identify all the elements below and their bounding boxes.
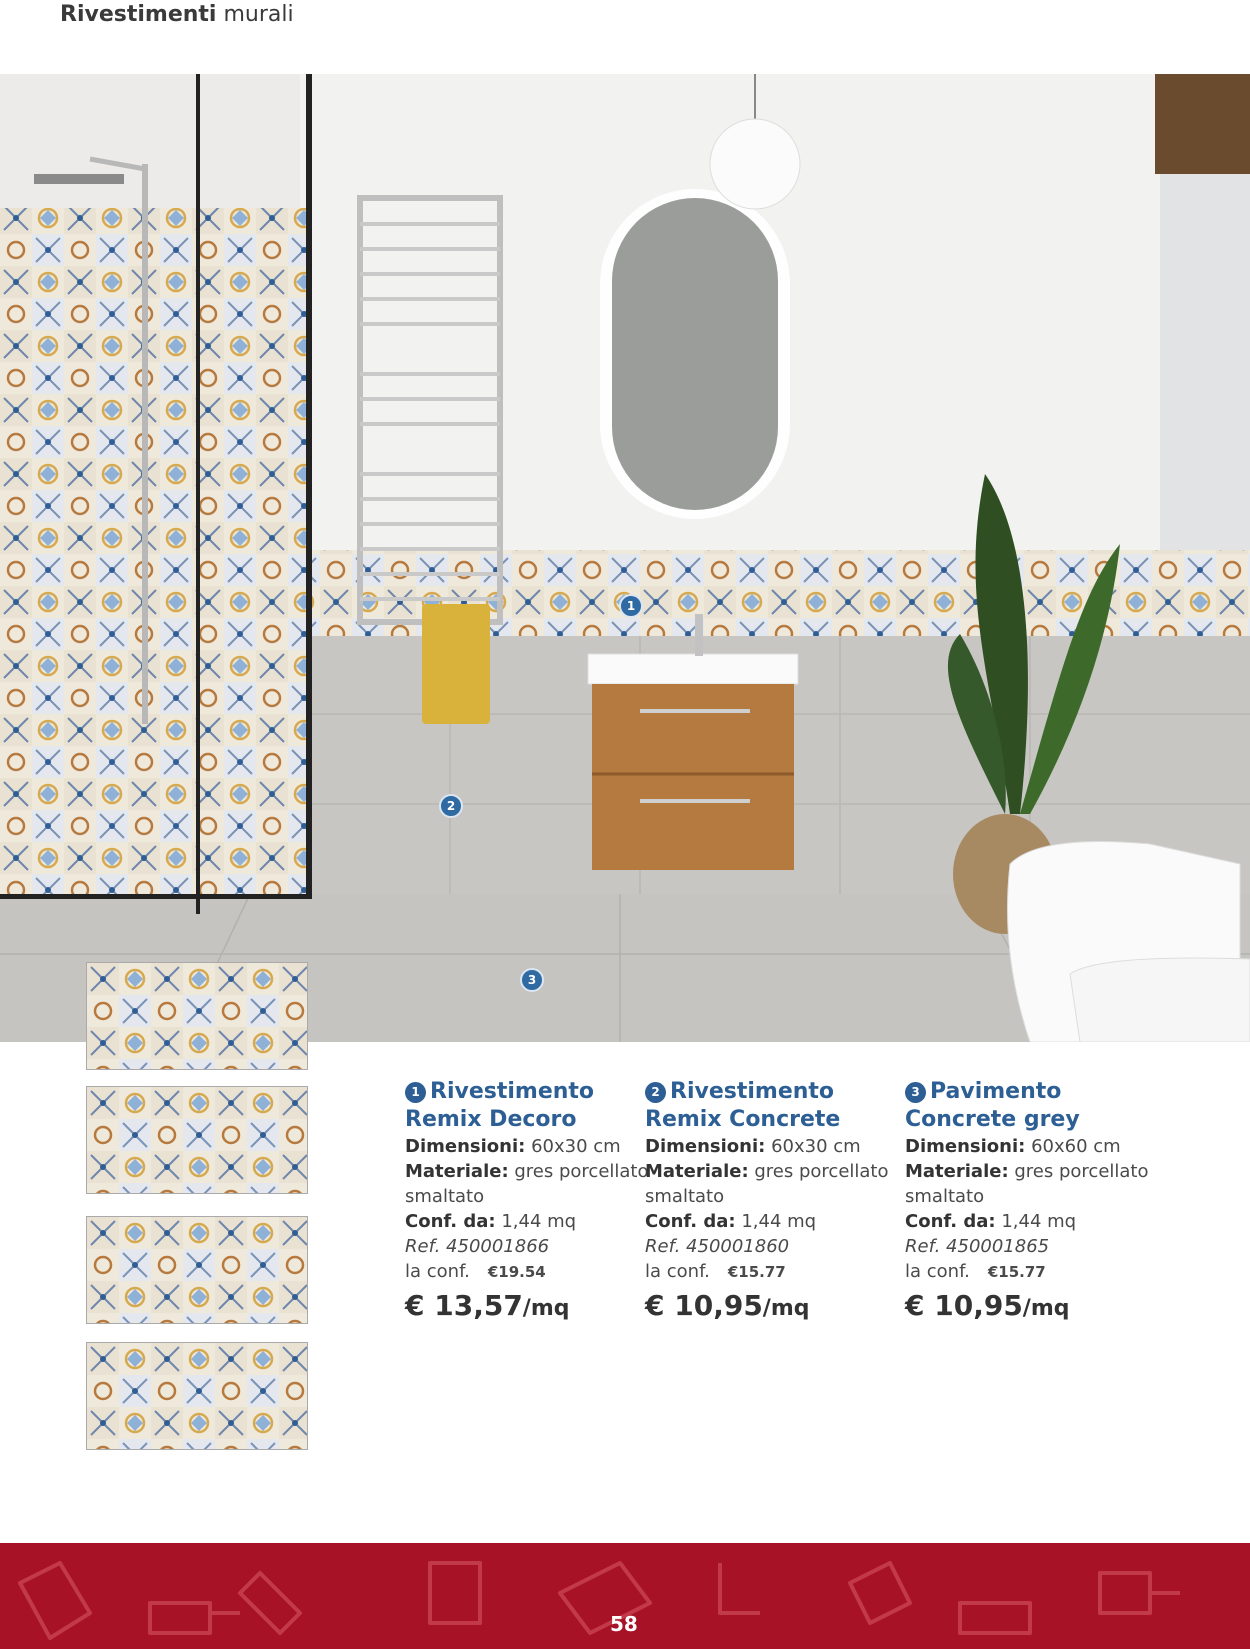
- product-material: Materiale: gres porcellato smaltato: [645, 1161, 889, 1207]
- product-marker-2: 2: [439, 794, 463, 818]
- product-material: Materiale: gres porcellato smaltato: [405, 1161, 649, 1207]
- product-ref: Ref. 450001860: [645, 1236, 790, 1257]
- tile-swatch-2: [86, 1086, 308, 1194]
- header-subsection: murali: [223, 2, 294, 27]
- product-pack-size: Conf. da: 1,44 mq: [405, 1211, 577, 1232]
- product-number-badge: 2: [645, 1082, 666, 1103]
- tile-swatch-3: [86, 1216, 308, 1324]
- tile-swatch-1: [86, 962, 308, 1070]
- product-pack-price: la conf. €19.54: [405, 1261, 546, 1282]
- product-price: € 10,95/mq: [905, 1289, 1070, 1322]
- product-pack-price: la conf. €15.77: [905, 1261, 1046, 1282]
- product-ref: Ref. 450001865: [905, 1236, 1050, 1257]
- brush-icon: [960, 1603, 1030, 1633]
- product-dimensions: Dimensioni: 60x30 cm: [645, 1136, 861, 1157]
- product-pack-size: Conf. da: 1,44 mq: [905, 1211, 1077, 1232]
- page-number: 58: [610, 1612, 638, 1636]
- product-title: 1 Rivestimento Remix Decoro: [405, 1079, 595, 1132]
- product-price: € 13,57/mq: [405, 1289, 570, 1322]
- product-card-2: [645, 1078, 895, 1321]
- product-material: Materiale: gres porcellato smaltato: [905, 1161, 1149, 1207]
- paint-can-icon: [430, 1563, 480, 1623]
- product-card-1: [405, 1078, 655, 1321]
- product-marker-1: 1: [619, 594, 643, 618]
- product-number-badge: 3: [905, 1082, 926, 1103]
- header-section: Rivestimenti: [60, 2, 217, 27]
- brush-icon: [20, 1563, 90, 1638]
- product-pack-price: la conf. €15.77: [645, 1261, 786, 1282]
- product-marker-3: 3: [520, 968, 544, 992]
- product-dimensions: Dimensioni: 60x60 cm: [905, 1136, 1121, 1157]
- product-title: 2 Rivestimento Remix Concrete: [645, 1079, 841, 1132]
- roller-icon: [240, 1573, 300, 1633]
- product-ref: Ref. 450001866: [405, 1236, 550, 1257]
- page-header: [60, 2, 294, 27]
- faucet-icon: [150, 1603, 240, 1633]
- product-pack-size: Conf. da: 1,44 mq: [645, 1211, 817, 1232]
- product-price: € 10,95/mq: [645, 1289, 810, 1322]
- wrench-icon: [720, 1563, 760, 1613]
- product-card-3: [905, 1078, 1155, 1321]
- product-dimensions: Dimensioni: 60x30 cm: [405, 1136, 621, 1157]
- bathroom-photo: [0, 74, 1250, 1042]
- faucet-icon: [1100, 1573, 1180, 1613]
- tile-swatch-4: [86, 1342, 308, 1450]
- paint-can-icon: [850, 1563, 910, 1623]
- product-title: 3 Pavimento Concrete grey: [905, 1079, 1080, 1132]
- product-number-badge: 1: [405, 1082, 426, 1103]
